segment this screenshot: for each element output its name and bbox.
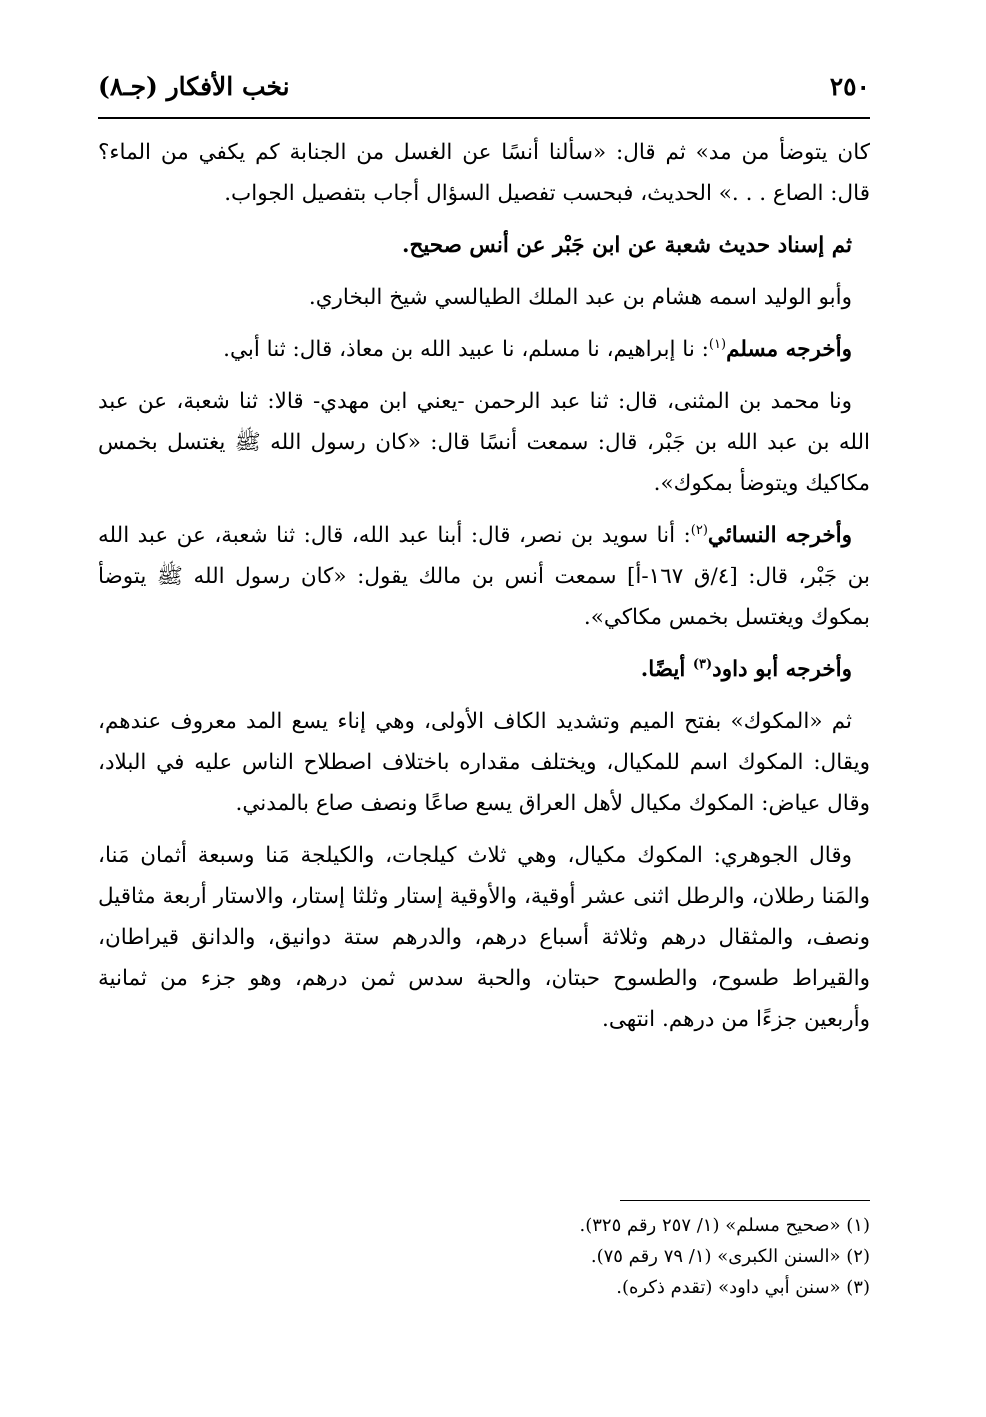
paragraph-4-text: : نا إبراهيم، نا مسلم، نا عبيد الله بن معاذ، قال: ثنا أبي. xyxy=(223,337,709,362)
paragraph-6-lead: وأخرجه النسائي xyxy=(707,523,852,548)
paragraph-6 xyxy=(98,515,870,638)
paragraph-3: وأبو الوليد اسمه هشام بن عبد الملك الطيالسي شيخ البخاري. xyxy=(308,285,852,310)
page-number: ٢٥٠ xyxy=(829,71,870,101)
paragraph-1: كان يتوضأ من مد» ثم قال: «سألنا أنسًا عن الغسل من الجنابة كم يكفي من الماء؟ قال: الصاع . . .» الحديث، فبحسب تفصيل السؤال أجاب بتفصيل الجواب. xyxy=(98,140,870,206)
footnote-ref-3: (٣) xyxy=(692,656,713,672)
paragraph-7-text: أيضًا. xyxy=(640,657,693,682)
footnote-ref-2: (٢) xyxy=(690,522,708,538)
footnote-rule xyxy=(620,1200,870,1201)
running-header xyxy=(98,60,870,112)
paragraph-6-text: : أنا سويد بن نصر، قال: أبنا عبد الله، قال: ثنا شعبة، عن عبد الله بن جَبْر، قال: [٤/ق ١٦٧-أ] سمعت أنس بن مالك يقول: «كان رسول الله ﷺ يتوضأ بمكوك ويغتسل بخمس مكاكي». xyxy=(98,523,870,630)
footnote-ref-1: (١) xyxy=(708,336,727,352)
paragraph-4-lead: وأخرجه مسلم xyxy=(726,337,852,362)
paragraph-9: وقال الجوهري: المكوك مكيال، وهي ثلاث كيلجات، والكيلجة مَنا وسبعة أثمان مَنا، والمَنا رطلان، والرطل اثنى عشر أوقية، والأوقية إستار وثلثا إستار، والاستار أربعة مثاقيل ونصف، والمثقال درهم وثلاثة أسباع درهم، والدرهم ستة دوانيق، والدانق قيراطان، والقيراط طسوح، والطسوح حبتان، والحبة سدس ثمن درهم، وهو جزء من ثمانية وأربعين جزءًا من درهم. انتهى. xyxy=(98,843,870,1032)
paragraph-4 xyxy=(98,329,870,370)
book-title: نخب الأفكار (جـ٨) xyxy=(98,71,290,101)
main-text xyxy=(98,132,870,1051)
paragraph-7 xyxy=(98,649,870,690)
paragraph-8: ثم «المكوك» بفتح الميم وتشديد الكاف الأولى، وهي إناء يسع المد معروف عندهم، ويقال: المكوك اسم للمكيال، ويختلف مقداره باختلاف اصطلاح الناس عليه في البلاد، وقال عياض: المكوك مكيال لأهل العراق يسع صاعًا ونصف صاع بالمدني. xyxy=(98,709,870,816)
header-rule xyxy=(98,117,870,119)
paragraph-2: ثم إسناد حديث شعبة عن ابن جَبْر عن أنس صحيح. xyxy=(401,233,852,258)
footnote-1: (١) «صحيح مسلم» (١/ ٢٥٧ رقم ٣٢٥). xyxy=(579,1215,870,1236)
paragraph-7-lead: وأخرجه أبو داود xyxy=(712,657,852,682)
footnote-2: (٢) «السنن الكبرى» (١/ ٧٩ رقم ٧٥). xyxy=(590,1246,870,1267)
footnote-3: (٣) «سنن أبي داود» (تقدم ذكره). xyxy=(616,1277,870,1298)
footnotes xyxy=(98,1210,870,1303)
paragraph-5: ونا محمد بن المثنى، قال: ثنا عبد الرحمن -يعني ابن مهدي- قالا: ثنا شعبة، عن عبد الله بن عبد الله بن جَبْر، قال: سمعت أنسًا قال: «كان رسول الله ﷺ يغتسل بخمس مكاكيك ويتوضأ بمكوك». xyxy=(98,389,870,496)
